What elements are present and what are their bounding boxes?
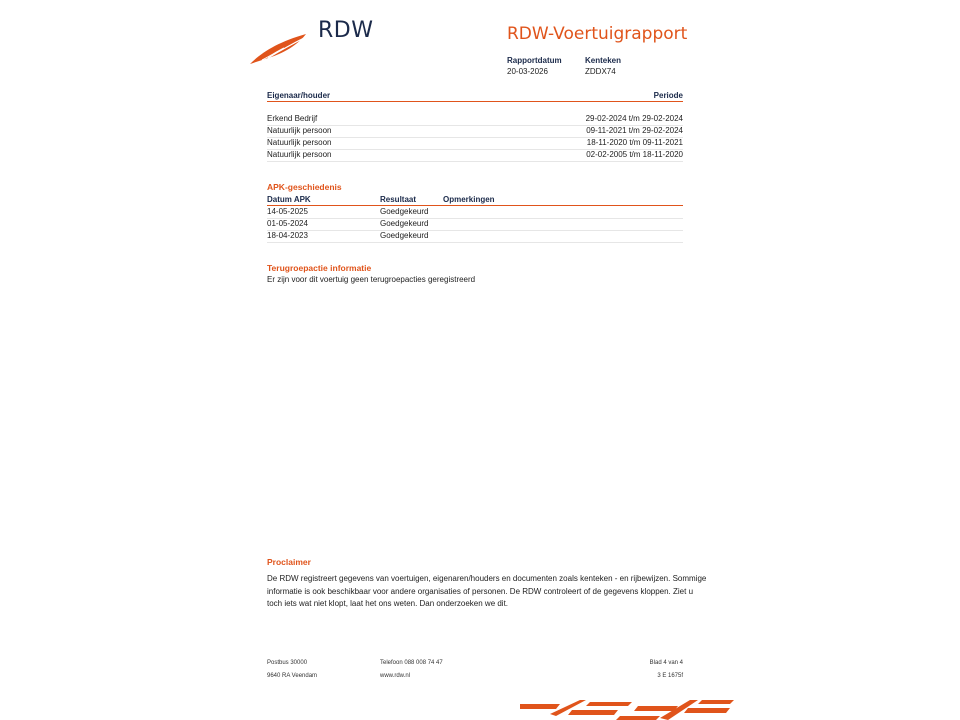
apk-header-rule (267, 205, 683, 206)
row-divider (267, 161, 683, 162)
apk-date-column-header: Datum APK (267, 195, 311, 204)
owner-row-1-owner: Erkend Bedrijf (267, 114, 318, 123)
period-column-header: Periode (653, 91, 683, 100)
rdw-logo-icon (248, 30, 310, 66)
stripes-decoration-icon (520, 700, 734, 720)
owners-header-rule (267, 101, 683, 102)
apk-row-1-date: 14-05-2025 (267, 207, 308, 216)
apk-row-3-result: Goedgekeurd (380, 231, 429, 240)
disclaimer-text: De RDW registreert gegevens van voertuigen, eigenaren/houders en documenten zoals kenteken - en rijbewijzen. Sommige informatie is ook beschikbaar voor andere organisaties of personen. De RDW controleert of de gegevens kloppen. Ziet u toch iets wat niet klopt, laat het ons weten. Dan onderzoeken we dit. (267, 574, 707, 608)
owner-row-1-period: 29-02-2024 t/m 29-02-2024 (585, 114, 683, 123)
apk-row-2-date: 01-05-2024 (267, 219, 308, 228)
owner-row-4-period: 02-02-2005 t/m 18-11-2020 (586, 150, 683, 159)
recall-section-title: Terugroepactie informatie (267, 263, 372, 273)
owner-row-2-period: 09-11-2021 t/m 29-02-2024 (586, 126, 683, 135)
apk-section-title: APK-geschiedenis (267, 182, 342, 192)
brand-name: RDW (318, 18, 374, 43)
row-divider (267, 230, 683, 231)
report-date-label: Rapportdatum (507, 56, 562, 65)
owner-row-2-owner: Natuurlijk persoon (267, 126, 332, 135)
apk-row-3-date: 18-04-2023 (267, 231, 308, 240)
footer-website: www.rdw.nl (380, 673, 411, 679)
report-date-value: 20-03-2026 (507, 67, 548, 76)
owner-row-3-period: 18-11-2020 t/m 09-11-2021 (586, 138, 683, 147)
report-title: RDW-Voertuigrapport (507, 24, 688, 44)
footer-postal-city: 9640 RA Veendam (267, 673, 318, 679)
apk-remarks-column-header: Opmerkingen (443, 195, 495, 204)
footer-code: 3 E 1675f (657, 673, 683, 679)
apk-row-1-result: Goedgekeurd (380, 207, 429, 216)
owner-row-3-owner: Natuurlijk persoon (267, 138, 332, 147)
apk-result-column-header: Resultaat (380, 195, 417, 204)
owner-row-4-owner: Natuurlijk persoon (267, 150, 332, 159)
footer-page-number: Blad 4 van 4 (649, 660, 683, 666)
plate-value: ZDDX74 (585, 67, 616, 76)
recall-text: Er zijn voor dit voertuig geen terugroepacties geregistreerd (267, 275, 476, 284)
owner-column-header: Eigenaar/houder (267, 91, 331, 100)
footer-phone: Telefoon 088 008 74 47 (380, 660, 443, 666)
apk-row-2-result: Goedgekeurd (380, 219, 429, 228)
footer-po-box: Postbus 30000 (267, 660, 308, 666)
disclaimer-title: Proclaimer (267, 557, 311, 567)
plate-label: Kenteken (585, 56, 622, 65)
row-divider (267, 242, 683, 243)
row-divider (267, 218, 683, 219)
